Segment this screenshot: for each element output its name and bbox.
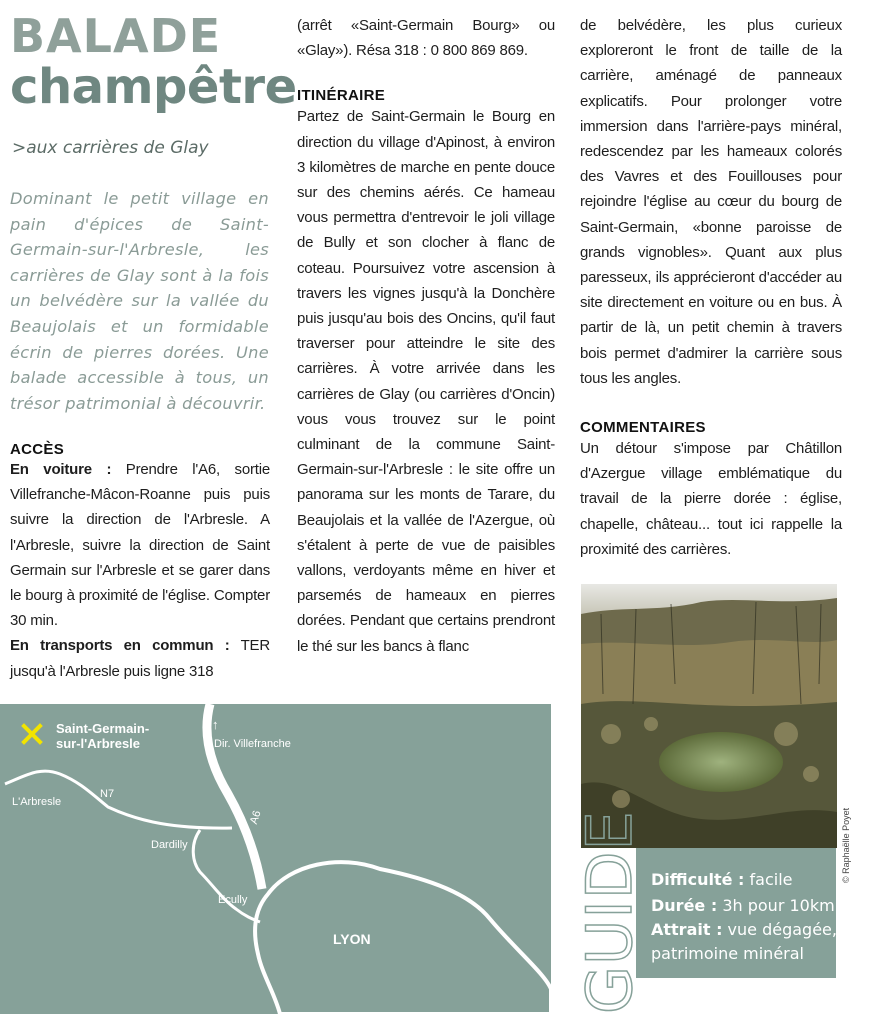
- guide-word-text: GUIDE: [573, 810, 646, 1014]
- n7-label: N7: [100, 788, 115, 800]
- acces-transport: [10, 633, 270, 683]
- marker-label-line-2: sur-l'Arbresle: [56, 736, 141, 751]
- acces-heading: ACCÈS: [10, 441, 65, 458]
- itineraire-text: Partez de Saint-Germain le Bourg en direction du village d'Apinost, à environ 3 kilomètres de marche en pente douce sur des chemins aérés. Ce hameau vous permettra d'entrevoir le joli village de Bully et son clocher à flanc de coteau. Poursuivez votre ascension à travers les vignes jusqu'à la Donchère puis jusqu'au bois des Oncins, qu'il faut traverser pour atteindre le site des carrières. À votre arrivée dans les carrières de Glay (ou carrières d'Oncin) vous vous trouvez sur le point culminant de la commune Saint-Germain-sur-l'Arbresle : le site offre un panorama sur les monts de Tarare, du Beaujolais et la vallée de l'Azergue, où s'étalent à perte de vue de paisibles vallons, verdoyants même en hiver et parsemés de hameaux en pierres dorées. Pendant que certains prendront le thé sur les bancs à flanc: [297, 108, 555, 655]
- direction-label: Dir. Villefranche: [214, 738, 291, 750]
- attrait-value-1: vue dégagée,: [722, 920, 837, 939]
- quarry-photo-image: [581, 584, 837, 848]
- transport-label: En transports en commun :: [10, 637, 230, 655]
- lyon-label: LYON: [333, 931, 371, 947]
- voiture-text: Prendre l'A6, sortie Villefranche-Mâcon-Roanne puis puis suivre la direction de l'Arbresle. A l'Arbresle, suivre la direction de Saint Germain sur l'Arbresle et se garer dans le bourg à proximité de l'église. Compter 30 min.: [10, 461, 271, 630]
- guide-word: [573, 810, 646, 1014]
- third-column: [580, 13, 842, 562]
- photo-credit: [838, 765, 852, 885]
- marker-label-line-1: Saint-Germain-: [56, 721, 150, 736]
- itineraire-heading: ITINÉRAIRE: [297, 87, 386, 105]
- attrait-label: Attrait :: [651, 920, 723, 939]
- photo-credit-text: © Raphaëlle Poyet: [841, 807, 851, 883]
- title-line-1: BALADE: [10, 9, 222, 63]
- acces-section: [10, 441, 270, 684]
- route-map: [0, 704, 551, 1014]
- intro-text: Dominant le petit village en pain d'épices de Saint-Germain-sur-l'Arbresle, les carrières de Glay sont à la fois un belvédère sur la vallée du Beaujolais et un formidable écrin de pierres dorées. Une balade accessible à tous, un trésor patrimonial à découvrir.: [10, 189, 269, 413]
- transport-text: TER jusqu'à l'Arbresle puis ligne 318: [10, 637, 270, 680]
- difficulte-value: facile: [744, 870, 793, 889]
- quarry-photo: [581, 584, 837, 848]
- dardilly-label: Dardilly: [151, 839, 188, 851]
- a6-label: A6: [248, 809, 264, 826]
- duree-value: 3h pour 10km: [717, 896, 835, 915]
- guide-difficulte: [651, 868, 793, 892]
- guide-attrait-cont: patrimoine minéral: [651, 944, 804, 963]
- guide-duree: [651, 894, 835, 918]
- guide-attrait: [651, 918, 837, 942]
- acces-voiture: [10, 457, 270, 633]
- acces-continuation: (arrêt «Saint-Germain Bourg» ou «Glay»). Résa 318 : 0 800 869 869.: [297, 17, 555, 60]
- commentaires-heading: COMMENTAIRES: [580, 419, 706, 437]
- ecully-label: Ecully: [218, 894, 248, 906]
- itineraire-column: [297, 13, 555, 659]
- difficulte-label: Difficulté :: [651, 870, 745, 889]
- itineraire-continuation: de belvédère, les plus curieux exploreront le front de taille de la carrière, aménagé de panneaux explicatifs. Pour prolonger votre immersion dans l'arrière-pays minéral, redescendez par les hameaux colorés des Vavres et des Fouillouses pour rejoindre l'église au cœur du bourg de Saint-Germain, «bonne paroisse de grands vignobles». Quant aux plus paresseux, ils apprécieront d'accéder au site directement en voiture ou en bus. À partir de là, un petit chemin à travers bois permet d'admirer la carrière sous tous les angles.: [580, 17, 842, 387]
- marker-icon: [24, 726, 40, 742]
- lyon-outline: [255, 862, 551, 1014]
- duree-label: Durée :: [651, 896, 718, 915]
- title-line-2: champêtre: [10, 59, 297, 115]
- arbresle-label: L'Arbresle: [12, 796, 62, 808]
- voiture-label: En voiture :: [10, 461, 112, 478]
- commentaires-text: Un détour s'impose par Châtillon d'Azergue village emblématique du travail de la pierre dorée : église, chapelle, château... tout ici rappelle la proximité des carrières.: [580, 440, 842, 558]
- north-arrow-icon: ↑: [212, 717, 219, 732]
- subtitle: >aux carrières de Glay: [12, 138, 209, 158]
- marker-label: [56, 721, 149, 751]
